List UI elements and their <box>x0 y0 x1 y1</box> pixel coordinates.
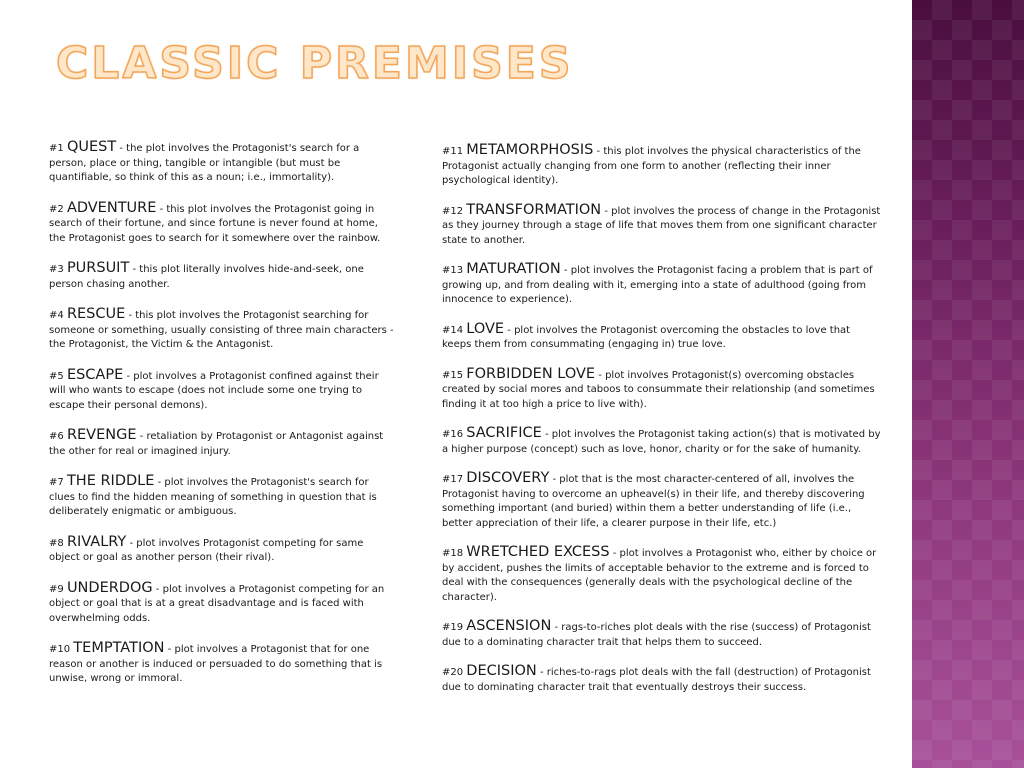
premise-entry <box>49 428 394 459</box>
premise-number: #2 <box>49 203 64 215</box>
premise-entry <box>49 474 394 520</box>
premise-number: #8 <box>49 537 64 549</box>
premise-description: - plot involves a Protagonist competing for an object or goal that is at a great disadvantage and is faced with overwhelming odds. <box>49 583 385 624</box>
premise-name: MATURATION <box>466 261 561 277</box>
premise-number: #14 <box>442 324 464 336</box>
premise-entry <box>442 143 882 189</box>
premise-number: #12 <box>442 205 464 217</box>
premise-description: - this plot involves the Protagonist searching for someone or something, usually consisting of three main characters - the Protagonist, the Victim & the Antagonist. <box>49 310 394 350</box>
premise-number: #17 <box>442 474 464 485</box>
premise-number: #11 <box>442 146 464 157</box>
premise-entry <box>49 307 394 353</box>
premise-number: #18 <box>442 548 464 559</box>
premise-name: ESCAPE <box>66 366 124 383</box>
left-column <box>49 140 394 702</box>
premise-description: - rags-to-riches plot deals with the rise (success) of Protagonist due to a dominating character trait that helps them to succeed. <box>442 622 871 648</box>
page-title: CLASSIC PREMISES <box>56 38 574 89</box>
premise-description: - plot that is the most character-centered of all, involves the Protagonist having to overcome an upheavel(s) in their life, and thereby discovering something important (and buried) within them a better understanding of life (i.e., better appreciation of their life, a clearer purpose in their life, etc.) <box>442 474 865 529</box>
premise-description: - plot involves a Protagonist confined against their will who wants to escape (does not include some one trying to escape their personal demons). <box>49 370 379 411</box>
premise-name: ADVENTURE <box>66 199 157 216</box>
premise-entry <box>442 664 882 695</box>
premise-name: TEMPTATION <box>73 640 165 656</box>
premise-number: #13 <box>442 265 464 276</box>
premise-description: - this plot literally involves hide-and-seek, one person chasing another. <box>49 264 364 290</box>
premise-entry <box>49 261 394 292</box>
premise-number: #20 <box>442 667 464 678</box>
diamond-pattern <box>912 0 1024 768</box>
premise-entry <box>442 545 882 605</box>
premise-description: - plot involves the Protagonist overcoming the obstacles to love that keeps them from consummating (engaging in) true love. <box>442 324 851 350</box>
premise-description: - retaliation by Protagonist or Antagonist against the other for real or imagined injury. <box>49 431 384 457</box>
premise-entry <box>49 201 394 247</box>
premise-name: DECISION <box>466 663 537 679</box>
premise-number: #4 <box>49 310 64 321</box>
premise-entry <box>49 581 394 627</box>
premise-entry <box>49 641 394 687</box>
premise-name: ASCENSION <box>466 618 552 634</box>
premise-description: - plot involves a Protagonist that for one reason or another is induced or persuaded to do something that is unwise, wrong or immoral. <box>49 644 383 684</box>
premise-name: THE RIDDLE <box>66 473 155 489</box>
premise-name: METAMORPHOSIS <box>466 142 594 158</box>
premise-name: REVENGE <box>66 427 137 443</box>
premise-name: WRETCHED EXCESS <box>466 544 610 560</box>
premise-description: - plot involves Protagonist(s) overcoming obstacles created by social mores and taboos to consummate their relationship (and sometimes finding it at too high a price to live with). <box>442 369 875 410</box>
premise-description: - plot involves the Protagonist facing a problem that is part of growing up, and from dealing with it, emerging into a state of adulthood (going from innocence to experience). <box>442 265 873 305</box>
premise-description: - plot involves a Protagonist who, either by choice or by accident, pushes the limits of acceptable behavior to the extreme and is forced to deal with the consequences (generally deals with the psychological decline of the character). <box>442 548 877 603</box>
premise-entry <box>442 322 882 353</box>
premise-entry <box>442 471 882 531</box>
premise-name: RESCUE <box>66 306 126 322</box>
premise-number: #9 <box>49 583 64 595</box>
premise-name: SACRIFICE <box>466 425 542 441</box>
premise-entry <box>49 368 394 414</box>
premise-name: RIVALRY <box>66 533 127 550</box>
premise-number: #10 <box>49 644 71 655</box>
premise-description: - plot involves Protagonist competing for same object or goal as another person (their rival). <box>49 537 364 563</box>
premise-description: - this plot involves the physical characteristics of the Protagonist actually changing from one form to another (reflecting their inner psychological identity). <box>442 146 861 186</box>
premise-description: - plot involves the process of change in the Protagonist as they journey through a stage of life that moves them from one significant character state to another. <box>442 205 881 246</box>
premise-description: - riches-to-rags plot deals with the fall (destruction) of Protagonist due to dominating character trait that eventually destroys their success. <box>442 667 871 693</box>
premise-entry <box>49 535 394 566</box>
premise-number: #5 <box>49 370 64 382</box>
premise-entry <box>442 262 882 308</box>
premise-entry <box>442 426 882 457</box>
premise-number: #16 <box>442 429 464 440</box>
premise-number: #19 <box>442 622 464 633</box>
premise-name: PURSUIT <box>66 260 130 276</box>
premise-name: LOVE <box>466 320 505 337</box>
premise-number: #15 <box>442 369 464 381</box>
premise-number: #6 <box>49 431 64 442</box>
premise-entry <box>442 619 882 650</box>
premise-entry <box>442 203 882 249</box>
premise-description: - plot involves the Protagonist's search for clues to find the hidden meaning of something in question that is deliberately enigmatic or ambiguous. <box>49 477 377 517</box>
premise-name: QUEST <box>66 139 117 155</box>
premise-name: DISCOVERY <box>466 470 550 486</box>
decorative-side-band <box>912 0 1024 768</box>
premise-description: - the plot involves the Protagonist's search for a person, place or thing, tangible or intangible (but must be quantifiable, so think of this as a noun; i.e., immortality). <box>49 143 360 183</box>
premise-entry <box>442 367 882 413</box>
premise-number: #7 <box>49 477 64 488</box>
premise-number: #3 <box>49 264 64 275</box>
premise-description: - plot involves the Protagonist taking action(s) that is motivated by a higher purpose (concept) such as love, honor, charity or for the sake of humanity. <box>442 429 881 455</box>
premise-name: FORBIDDEN LOVE <box>466 365 596 382</box>
premise-description: - this plot involves the Protagonist going in search of their fortune, and since fortune is never found at home, the Protagonist goes to search for it somewhere over the rainbow. <box>49 203 381 244</box>
right-column <box>442 143 882 709</box>
premise-name: UNDERDOG <box>66 579 153 596</box>
premise-entry <box>49 140 394 186</box>
premise-number: #1 <box>49 143 64 154</box>
premise-name: TRANSFORMATION <box>466 201 602 218</box>
